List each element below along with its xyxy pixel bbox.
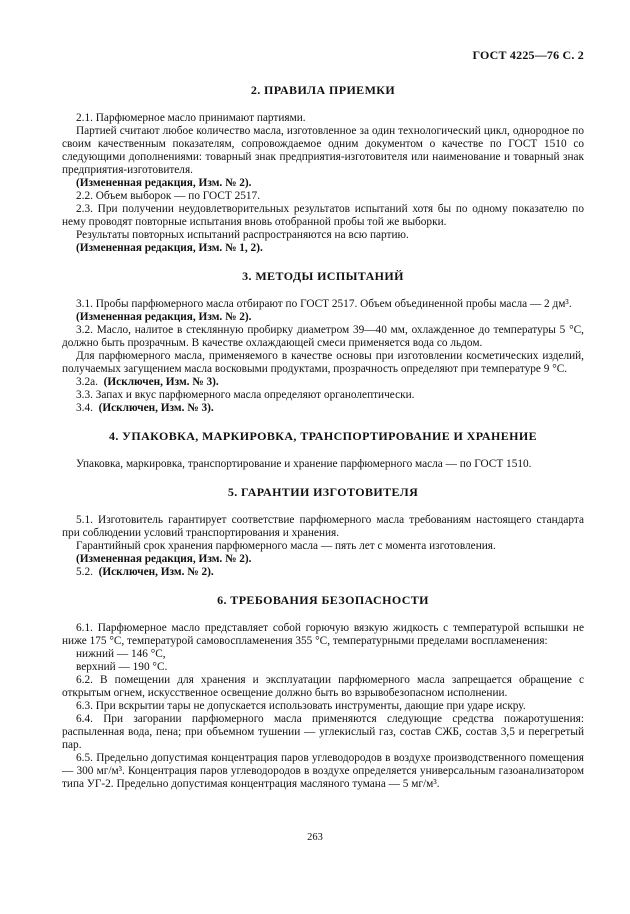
para-3-2-cosmetic: Для парфюмерного масла, применяемого в качестве основы при изготовлении косметических изделий, получаемых загущением масла восковыми продуктами, прозрачность определяют при температуре 9 °С.	[62, 350, 584, 375]
amendment-note: (Измененная редакция, Изм. № 2).	[76, 553, 252, 565]
para-3-1: 3.1. Пробы парфюмерного масла отбирают по ГОСТ 2517. Объем объединенной пробы масла — 2 дм³.	[76, 298, 572, 310]
para-6-2: 6.2. В помещении для хранения и эксплуатации парфюмерного масла запрещается обращение с открытым огнем, искусственное освещение должно быть во взрывобезопасном исполнении.	[62, 674, 584, 699]
excluded-note: (Исключен, Изм. № 3).	[98, 402, 214, 414]
para-3-2: 3.2. Масло, налитое в стеклянную пробирку диаметром 39—40 мм, охлажденное до температуры 5 °С, должно быть прозрачным. В качестве охлаждающей смеси применяется вода со льдом.	[62, 324, 584, 349]
para-2-1-lot: Партией считают любое количество масла, изготовленное за один технологический цикл, однородное по своим качественным показателям, сопровождаемое одним документом о качестве по ГОСТ 1510 со следующими дополнениями: товарный знак предприятия-изготовителя или наименование и товарный знак предприятия-изготовителя.	[62, 125, 584, 176]
section-2-title: 2. ПРАВИЛА ПРИЕМКИ	[250, 83, 396, 97]
para-3-4	[62, 402, 584, 415]
para-5-1-warranty: Гарантийный срок хранения парфюмерного масла — пять лет с момента изготовления.	[76, 540, 496, 552]
para-number: 5.2.	[76, 566, 93, 578]
para-2-1: 2.1. Парфюмерное масло принимают партиями.	[76, 112, 306, 124]
para-3-3: 3.3. Запах и вкус парфюмерного масла определяют органолептически.	[76, 389, 415, 401]
excluded-note: (Исключен, Изм. № 2).	[98, 566, 214, 578]
page-header: ГОСТ 4225—76 С. 2	[472, 48, 584, 62]
para-6-1-lower: нижний — 146 °С,	[76, 648, 166, 660]
para-number: 3.4.	[76, 402, 93, 414]
para-2-3-results: Результаты повторных испытаний распространяются на всю партию.	[76, 229, 409, 241]
para-5-1: 5.1. Изготовитель гарантирует соответствие парфюмерного масла требованиям настоящего стандарта при соблюдении условий транспортирования и хранения.	[62, 514, 584, 539]
para-2-2: 2.2. Объем выборок — по ГОСТ 2517.	[76, 190, 261, 202]
para-4: Упаковка, маркировка, транспортирование и хранение парфюмерного масла — по ГОСТ 1510.	[76, 458, 532, 470]
document-page	[62, 48, 584, 791]
section-6-title: 6. ТРЕБОВАНИЯ БЕЗОПАСНОСТИ	[217, 593, 429, 607]
amendment-note: (Измененная редакция, Изм. № 1, 2).	[76, 242, 263, 254]
para-3-2a	[62, 376, 584, 389]
para-5-2	[62, 566, 584, 579]
para-6-3: 6.3. При вскрытии тары не допускается использовать инструменты, дающие при ударе искру.	[76, 700, 526, 712]
para-6-4: 6.4. При загорании парфюмерного масла применяются следующие средства пожаротушения: распыленная вода, пена; при объемном тушении — углекислый газ, состав СЖБ, состав 3,5 и перегретый пар.	[62, 713, 584, 751]
section-4-title: 4. УПАКОВКА, МАРКИРОВКА, ТРАНСПОРТИРОВАНИЕ И ХРАНЕНИЕ	[108, 429, 538, 443]
amendment-note: (Измененная редакция, Изм. № 2).	[76, 311, 252, 323]
page-number: 263	[307, 832, 323, 843]
section-5-title: 5. ГАРАНТИИ ИЗГОТОВИТЕЛЯ	[227, 485, 419, 499]
amendment-note: (Измененная редакция, Изм. № 2).	[76, 177, 252, 189]
para-number: 3.2а.	[76, 376, 98, 388]
excluded-note: (Исключен, Изм. № 3).	[103, 376, 219, 388]
para-2-3: 2.3. При получении неудовлетворительных результатов испытаний хотя бы по одному показателю по нему проводят повторные испытания вновь отобранной пробы той же выборки.	[62, 203, 584, 228]
para-6-1-upper: верхний — 190 °С.	[76, 661, 168, 673]
section-3-title: 3. МЕТОДЫ ИСПЫТАНИЙ	[242, 269, 404, 283]
para-6-1: 6.1. Парфюмерное масло представляет собой горючую вязкую жидкость с температурой вспышки не ниже 175 °С, температурой самовоспламенения 355 °С, температурными пределами воспламенения:	[62, 622, 584, 647]
para-6-5: 6.5. Предельно допустимая концентрация паров углеводородов в воздухе производственного помещения — 300 мг/м³. Концентрация паров углеводородов в воздухе определяется универсальным газоанализатором типа УГ-2. Предельно допустимая концентрация масляного тумана — 5 мг/м³.	[62, 752, 584, 790]
